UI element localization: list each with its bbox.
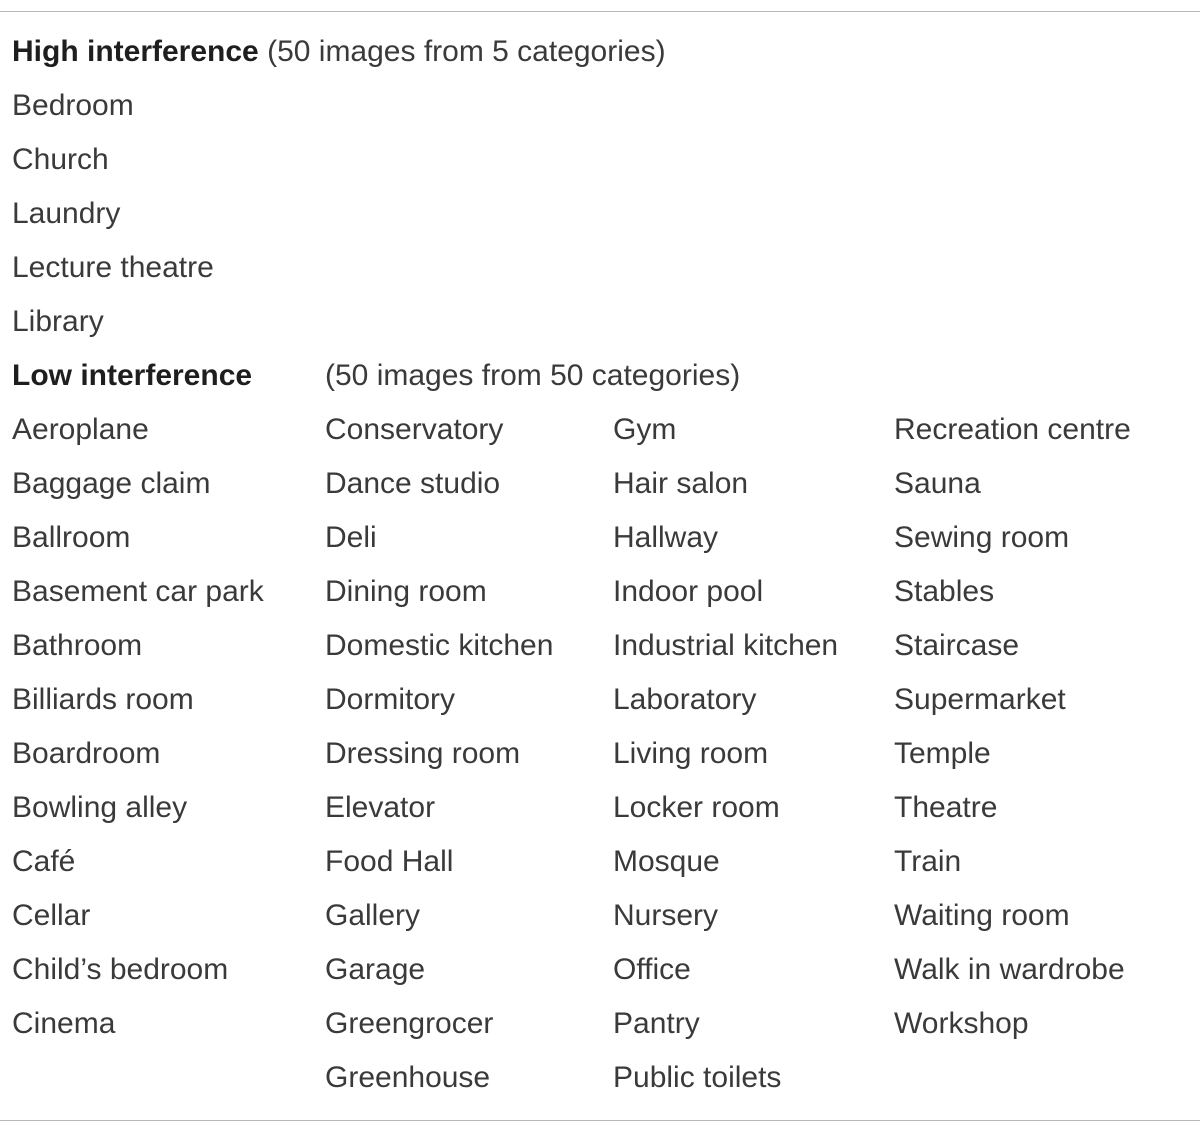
low-interference-category: Stables [894,575,995,608]
high-interference-header [12,25,666,79]
low-interference-category: Greengrocer [325,1007,494,1040]
high-interference-category: Bedroom [12,89,134,122]
low-interference-category: Conservatory [325,413,504,446]
low-interference-category: Bathroom [12,629,143,662]
low-interference-category: Deli [325,521,377,554]
low-interference-category: Workshop [894,1007,1029,1040]
low-interference-category: Sewing room [894,521,1070,554]
low-interference-category: Indoor pool [613,575,764,608]
low-interference-category: Billiards room [12,683,194,716]
low-interference-category: Nursery [613,899,719,932]
low-interference-category: Mosque [613,845,720,878]
top-rule [0,11,1200,12]
low-interference-category: Walk in wardrobe [894,953,1125,986]
low-interference-category: Living room [613,737,769,770]
low-interference-category: Domestic kitchen [325,629,554,662]
low-interference-category: Sauna [894,467,981,500]
low-interference-category: Train [894,845,962,878]
low-interference-category: Elevator [325,791,436,824]
low-interference-category: Public toilets [613,1061,782,1094]
low-interference-category: Industrial kitchen [613,629,839,662]
high-interference-category: Library [12,305,104,338]
low-interference-category: Food Hall [325,845,454,878]
low-interference-category: Staircase [894,629,1020,662]
low-interference-category: Temple [894,737,991,770]
low-interference-category: Basement car park [12,575,264,608]
high-interference-category: Laundry [12,197,121,230]
low-interference-note: (50 images from 50 categories) [325,359,741,392]
low-interference-category: Office [613,953,691,986]
low-interference-category: Gym [613,413,677,446]
low-interference-category: Waiting room [894,899,1070,932]
low-interference-category: Baggage claim [12,467,211,500]
low-interference-title: Low interference [12,359,253,392]
low-interference-category: Cinema [12,1007,116,1040]
low-interference-category: Child’s bedroom [12,953,229,986]
low-interference-column-3 [613,403,838,1105]
low-interference-category: Aeroplane [12,413,149,446]
high-interference-category: Church [12,143,109,176]
low-interference-category: Cellar [12,899,91,932]
low-interference-category: Supermarket [894,683,1066,716]
low-interference-category: Hair salon [613,467,749,500]
low-interference-column-1 [12,403,264,1051]
low-interference-category: Recreation centre [894,413,1131,446]
bottom-rule [0,1120,1200,1121]
low-interference-category: Pantry [613,1007,700,1040]
low-interference-category: Theatre [894,791,998,824]
low-interference-category: Garage [325,953,426,986]
low-interference-category: Dressing room [325,737,521,770]
low-interference-category: Greenhouse [325,1061,491,1094]
high-interference-note: (50 images from 5 categories) [267,35,666,68]
low-interference-category: Boardroom [12,737,161,770]
low-interference-category: Dormitory [325,683,456,716]
low-interference-category: Laboratory [613,683,757,716]
high-interference-category: Lecture theatre [12,251,214,284]
low-interference-category: Dance studio [325,467,501,500]
low-interference-category: Café [12,845,76,878]
low-interference-category: Dining room [325,575,487,608]
low-interference-category: Locker room [613,791,780,824]
low-interference-category: Hallway [613,521,719,554]
low-interference-category: Ballroom [12,521,131,554]
low-interference-column-4 [894,403,1131,1051]
high-interference-title: High interference [12,35,259,68]
low-interference-category: Bowling alley [12,791,188,824]
low-interference-category: Gallery [325,899,421,932]
low-interference-column-2 [325,403,553,1105]
